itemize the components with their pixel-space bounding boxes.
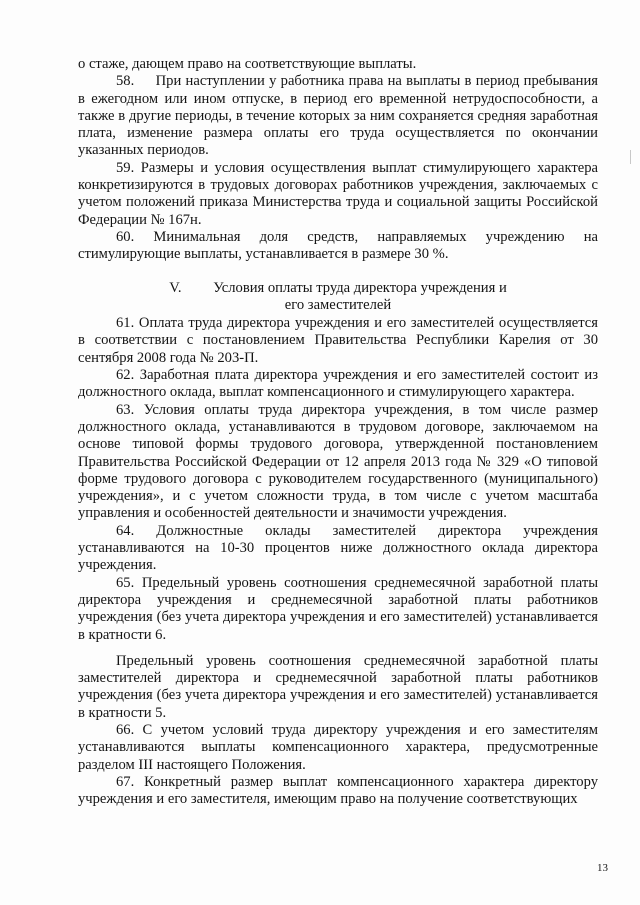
- paragraph-67: 67. Конкретный размер выплат компенсационного характера директору учреждения и его заместителя, имеющим право на получение соответствующих: [78, 773, 598, 808]
- page-number: 13: [597, 862, 608, 874]
- section-heading-line1: [78, 280, 598, 297]
- section-title-line2: его заместителей: [284, 296, 392, 313]
- paragraph-59: 59. Размеры и условия осуществления выплат стимулирующего характера конкретизируются в трудовых договорах работников учреждения, заключаемых с учетом положений приказа Министерства труда и социальной защиты Российской Федерации № 167н.: [78, 159, 598, 228]
- paragraph-64: 64. Должностные оклады заместителей директора учреждения устанавливаются на 10-30 процентов ниже должностного оклада директора учреждения.: [78, 522, 598, 574]
- paragraph-61: 61. Оплата труда директора учреждения и его заместителей осуществляется в соответствии с постановлением Правительства Республики Карелия от 30 сентября 2008 года № 203-П.: [78, 315, 598, 366]
- scan-artifact: [630, 150, 631, 164]
- paragraph-58: 58. При наступлении у работника права на выплаты в период пребывания в ежегодном или ином отпуске, в период его временной нетрудоспособности, а также в другие периоды, в течение которых за ним сохраняется средняя заработная плата, изменение размера оплаты его труда осуществляется по окончании указанных периодов.: [78, 73, 598, 159]
- section-title-line1: Условия оплаты труда директора учреждения и: [213, 279, 507, 296]
- paragraph-continuation: о стаже, дающем право на соответствующие выплаты.: [78, 56, 417, 72]
- paragraph-65: 65. Предельный уровень соотношения среднемесячной заработной платы директора учреждения и среднемесячной заработной платы работников учреждения (без учета директора учреждения и его заместителей) устанавливается в кратности 6.: [78, 574, 598, 643]
- document-body: [78, 56, 598, 808]
- section-number: V.: [169, 279, 182, 296]
- section-heading: [78, 280, 598, 315]
- paragraph-66: 66. С учетом условий труда директору учреждения и его заместителям устанавливаются выплаты компенсационного характера, предусмотренные разделом III настоящего Положения.: [78, 721, 598, 773]
- paragraph-62: 62. Заработная плата директора учреждения и его заместителей состоит из должностного оклада, выплат компенсационного и стимулирующего характера.: [78, 367, 598, 401]
- paragraph-60: 60. Минимальная доля средств, направляемых учреждению на стимулирующие выплаты, устанавливается в размере 30 %.: [78, 228, 598, 263]
- paragraph-63: 63. Условия оплаты труда директора учреждения, в том числе размер должностного оклада, устанавливаются в трудовом договоре, заключаемом на основе типовой формы трудового договора, утвержденной постановлением Правительства Российской Федерации от 12 апреля 2013 года № 329 «О типовой форме трудового договора с руководителем государственного (муниципального) учреждения», и с учетом сложности труда, в том числе с учетом масштаба управления и особенностей деятельности и значимости учреждения.: [78, 401, 598, 522]
- paragraph-65-second: Предельный уровень соотношения среднемесячной заработной платы заместителей директора и среднемесячной заработной платы работников учреждения (без учета директора учреждения и его заместителей) устанавливается в кратности 5.: [78, 652, 598, 721]
